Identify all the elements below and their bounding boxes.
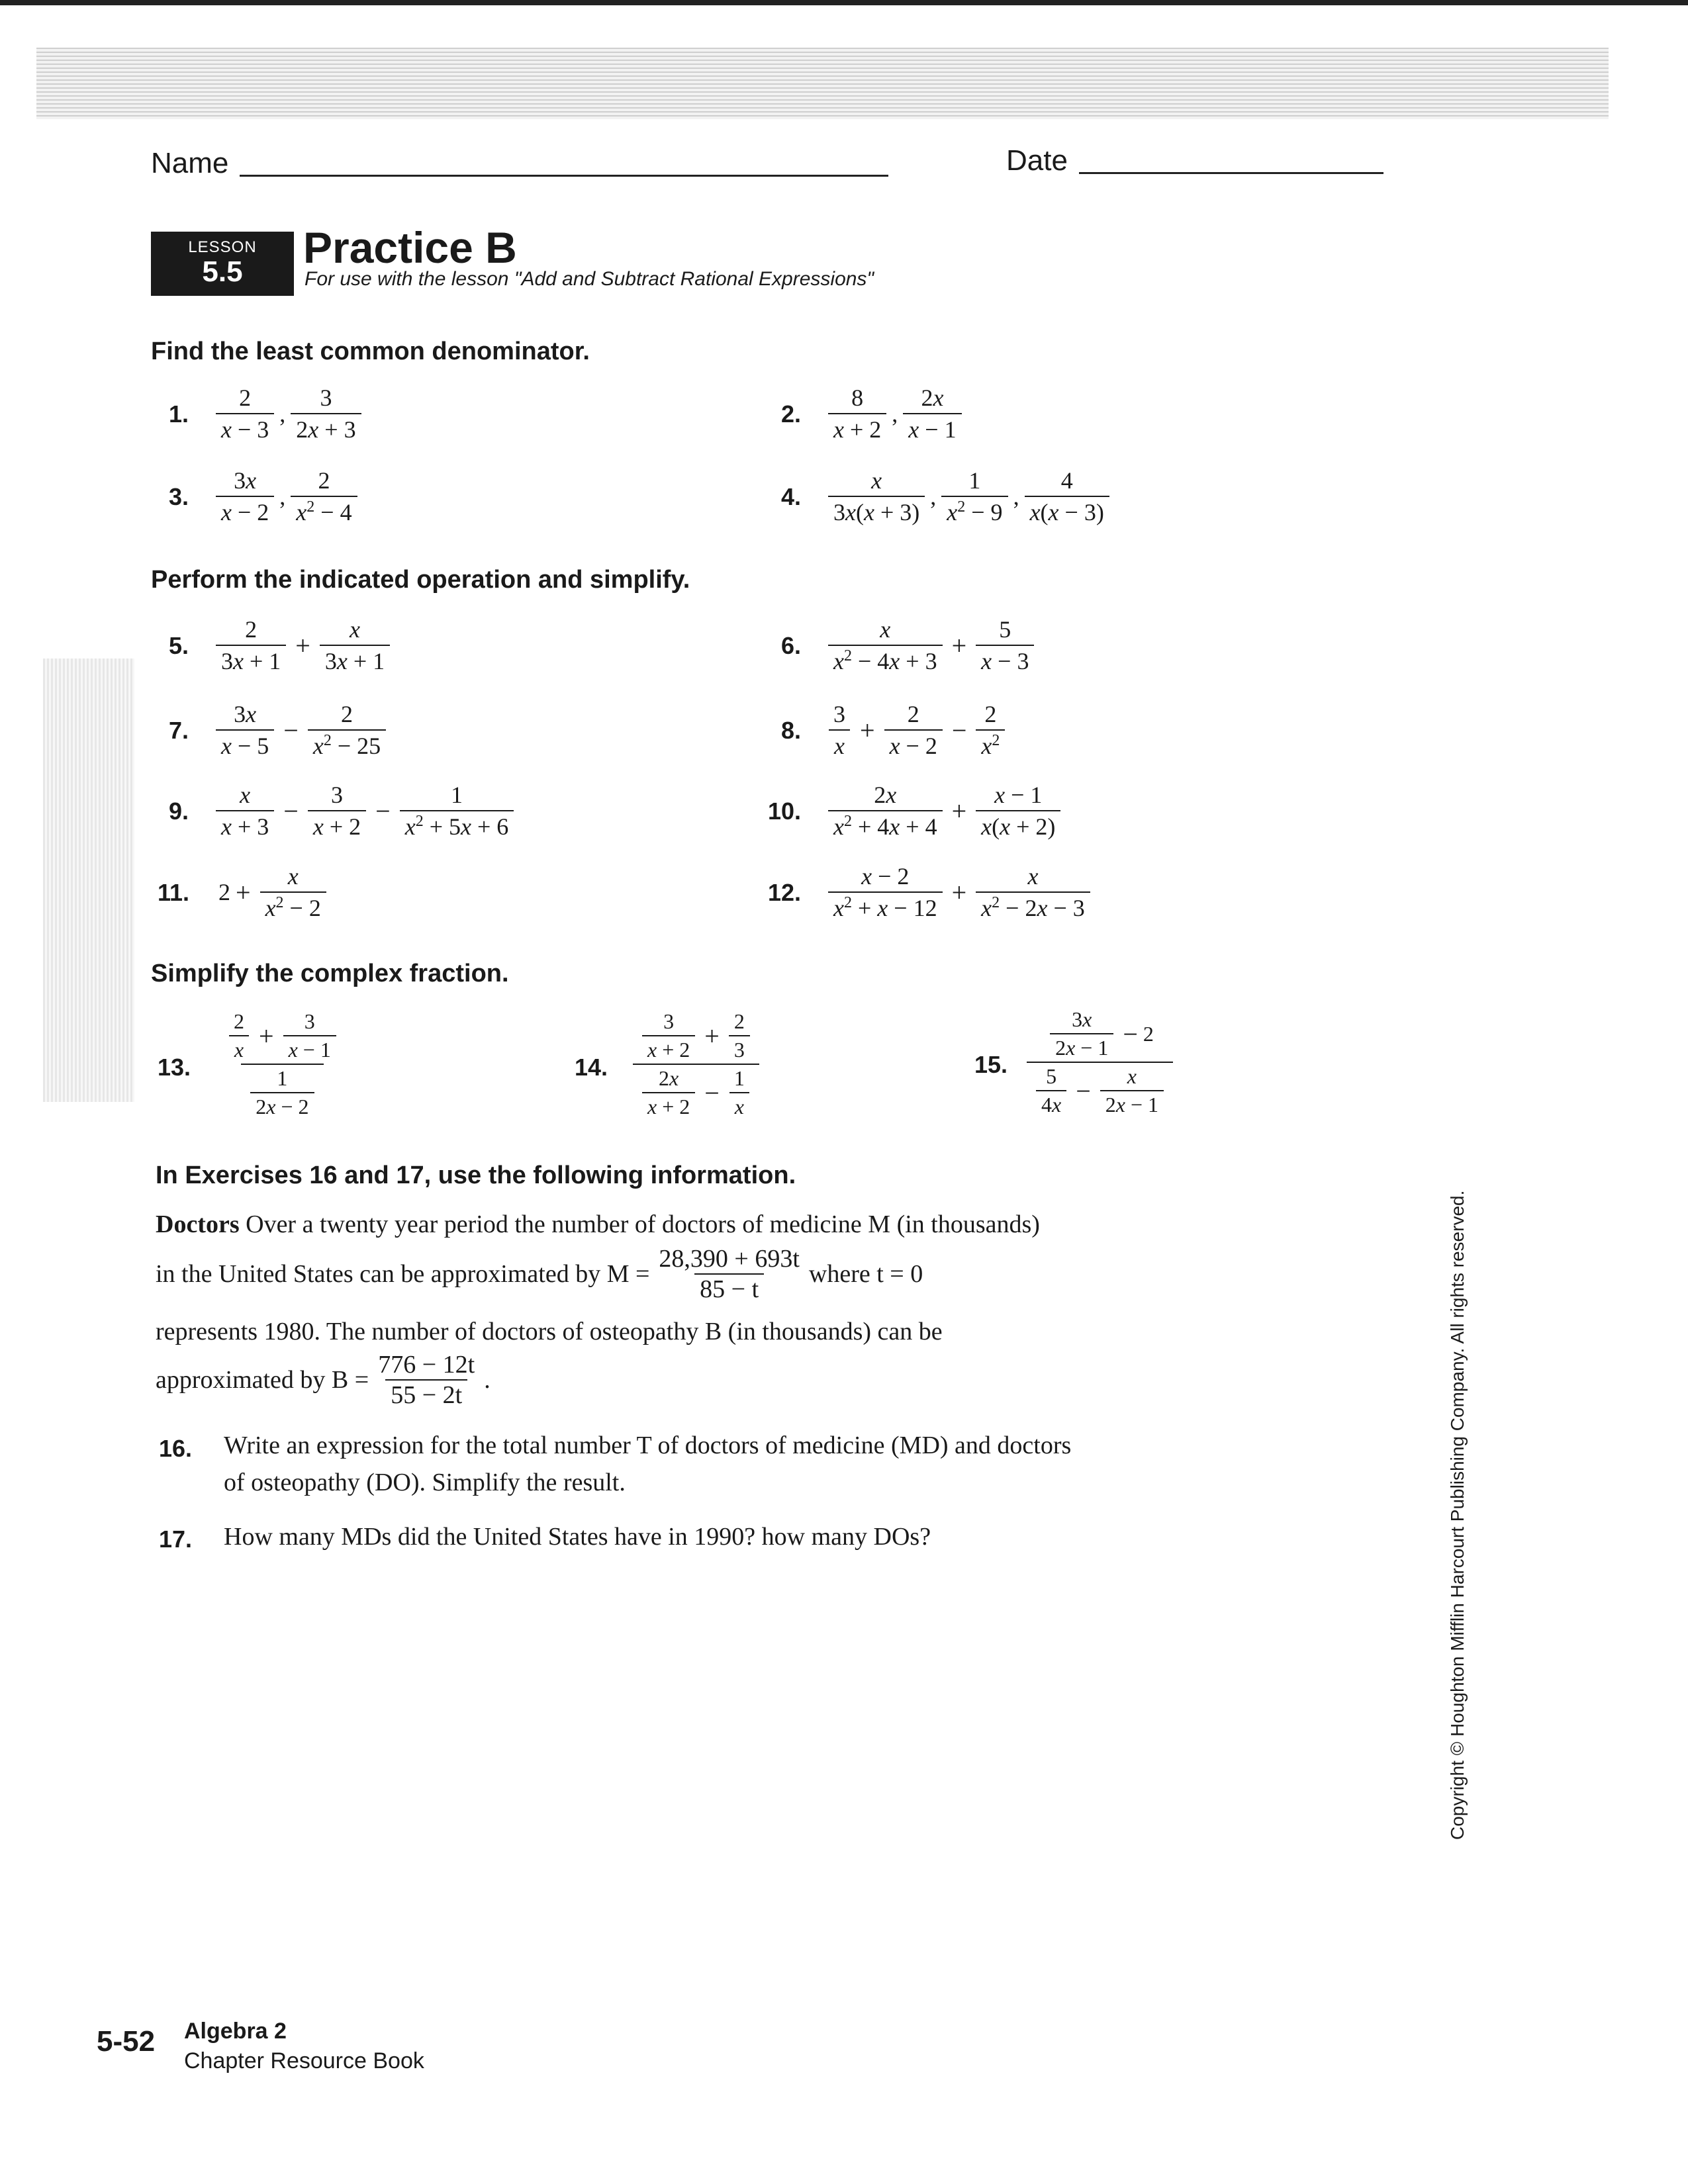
- m-numerator: 28,390 + 693t: [659, 1245, 800, 1273]
- question-17: How many MDs did the United States have in 1990? how many DOs?: [224, 1523, 931, 1551]
- problem-number: 11.: [158, 879, 190, 906]
- lesson-number: 5.5: [202, 255, 243, 288]
- problem-1: $\frac{2}{x - 3}$ , $\frac{3}{2x + 3}$: [212, 384, 365, 443]
- section-heading-info: In Exercises 16 and 17, use the following information.: [156, 1161, 796, 1189]
- word-problem-line-4: approximated by B = $\frac{776 - 12t}{55 - 2t}$ .: [156, 1351, 491, 1409]
- top-border: [0, 0, 1688, 5]
- word-problem-line-1: [156, 1206, 1040, 1242]
- side-tab-strip: [43, 659, 134, 1102]
- book-title: Algebra 2: [184, 2019, 287, 2044]
- problem-10: $\frac{2x}{x^2 + 4x + 4}$ + $\frac{x - 1}{x(x + 2)}$: [824, 781, 1064, 841]
- problem-number: 16.: [159, 1435, 193, 1462]
- problem-3: $\frac{3x}{x - 2}$ , $\frac{2}{x^2 - 4}$: [212, 467, 361, 526]
- question-16-line-2: of osteopathy (DO). Simplify the result.: [224, 1469, 626, 1496]
- word-problem-text: Over a twenty year period the number of doctors of medicine M (in thousands): [246, 1210, 1040, 1238]
- problem-number: 9.: [169, 797, 189, 825]
- problem-number: 7.: [169, 717, 189, 744]
- book-subtitle: Chapter Resource Book: [184, 2048, 424, 2073]
- date-label: Date: [1006, 144, 1068, 177]
- problem-number: 5.: [169, 632, 189, 659]
- name-label: Name: [151, 147, 229, 179]
- page-title: Practice B: [303, 223, 517, 272]
- problem-number: 1.: [169, 400, 189, 428]
- section-heading-complex: Simplify the complex fraction.: [151, 960, 509, 987]
- problem-12: $\frac{x - 2}{x^2 + x - 12}$ + $\frac{x}{x^2 - 2x - 3}$: [824, 862, 1094, 922]
- problem-number: 3.: [169, 483, 189, 510]
- m-formula-tail: where t = 0: [808, 1260, 923, 1288]
- problem-number: 14.: [575, 1054, 608, 1081]
- problem-9: $\frac{x}{x + 3}$ − $\frac{3}{x + 2}$ − $\frac{1}{x^2 + 5x + 6}$: [212, 781, 518, 841]
- problem-5: $\frac{2}{3x + 1}$ + $\frac{x}{3x + 1}$: [212, 615, 394, 675]
- b-formula: [373, 1351, 480, 1408]
- header-band: [36, 48, 1609, 119]
- problem-number: 6.: [781, 632, 802, 659]
- problem-7: $\frac{3x}{x - 5}$ − $\frac{2}{x^2 - 25}$: [212, 700, 390, 760]
- lesson-badge: [151, 232, 294, 296]
- problem-number: 4.: [781, 483, 802, 510]
- problem-2: $\frac{8}{x + 2}$ , $\frac{2x}{x - 1}$: [824, 384, 966, 443]
- b-formula-lead: approximated by B =: [156, 1366, 369, 1394]
- section-heading-lcd: Find the least common denominator.: [151, 338, 590, 365]
- problem-13: $\frac{2}{x}$ + $\frac{3}{x - 1}$ $\frac{1}{2x - 2}$: [215, 1009, 350, 1119]
- b-numerator: 776 − 12t: [378, 1351, 475, 1379]
- page-subtitle: For use with the lesson "Add and Subtract Rational Expressions": [305, 268, 874, 290]
- word-problem-line-2: [156, 1246, 923, 1302]
- problem-number: 12.: [768, 879, 802, 906]
- name-field[interactable]: [240, 173, 888, 177]
- problem-15: $\frac{3x}{2x - 1}$ − 2 $\frac{5}{4x}$ − $\frac{x}{2x - 1}$: [1023, 1007, 1177, 1117]
- question-16-line-1: Write an expression for the total number T of doctors of medicine (MD) and doctors: [224, 1432, 1072, 1459]
- problem-number: 13.: [158, 1054, 191, 1081]
- page-number: 5-52: [97, 2025, 156, 2058]
- problem-number: 15.: [974, 1051, 1008, 1078]
- problem-4: $\frac{x}{3x(x + 3)}$ , $\frac{1}{x^2 - 9}$ , $\frac{4}{x(x - 3)}$: [824, 467, 1113, 526]
- word-problem-line-3: represents 1980. The number of doctors of osteopathy B (in thousands) can be: [156, 1318, 943, 1345]
- lesson-tag: LESSON: [188, 238, 257, 256]
- problem-number: 17.: [159, 1525, 193, 1553]
- m-formula-lead: in the United States can be approximated by M =: [156, 1260, 650, 1288]
- problem-number: 10.: [768, 797, 802, 825]
- section-heading-simplify: Perform the indicated operation and simplify.: [151, 566, 690, 594]
- problem-number: 8.: [781, 717, 802, 744]
- problem-8: $\frac{3}{x}$ + $\frac{2}{x - 2}$ − $\frac{2}{x^2}$: [824, 700, 1009, 760]
- b-denominator: 55 − 2t: [385, 1379, 467, 1408]
- problem-number: 2.: [781, 400, 802, 428]
- date-field[interactable]: [1079, 171, 1383, 174]
- problem-14: $\frac{3}{x + 2}$ + $\frac{2}{3}$ $\frac{2x}{x + 2}$ − $\frac{1}{x}$: [629, 1009, 763, 1119]
- problem-6: $\frac{x}{x^2 - 4x + 3}$ + $\frac{5}{x - 3}$: [824, 615, 1038, 675]
- m-denominator: 85 − t: [694, 1273, 764, 1302]
- problem-11: 2 + $\frac{x}{x^2 - 2}$: [218, 862, 330, 922]
- m-formula: [653, 1246, 805, 1302]
- word-problem-heading: Doctors: [156, 1210, 240, 1238]
- copyright-notice: Copyright © Houghton Mifflin Harcourt Publishing Company. All rights reserved.: [1447, 1190, 1468, 1840]
